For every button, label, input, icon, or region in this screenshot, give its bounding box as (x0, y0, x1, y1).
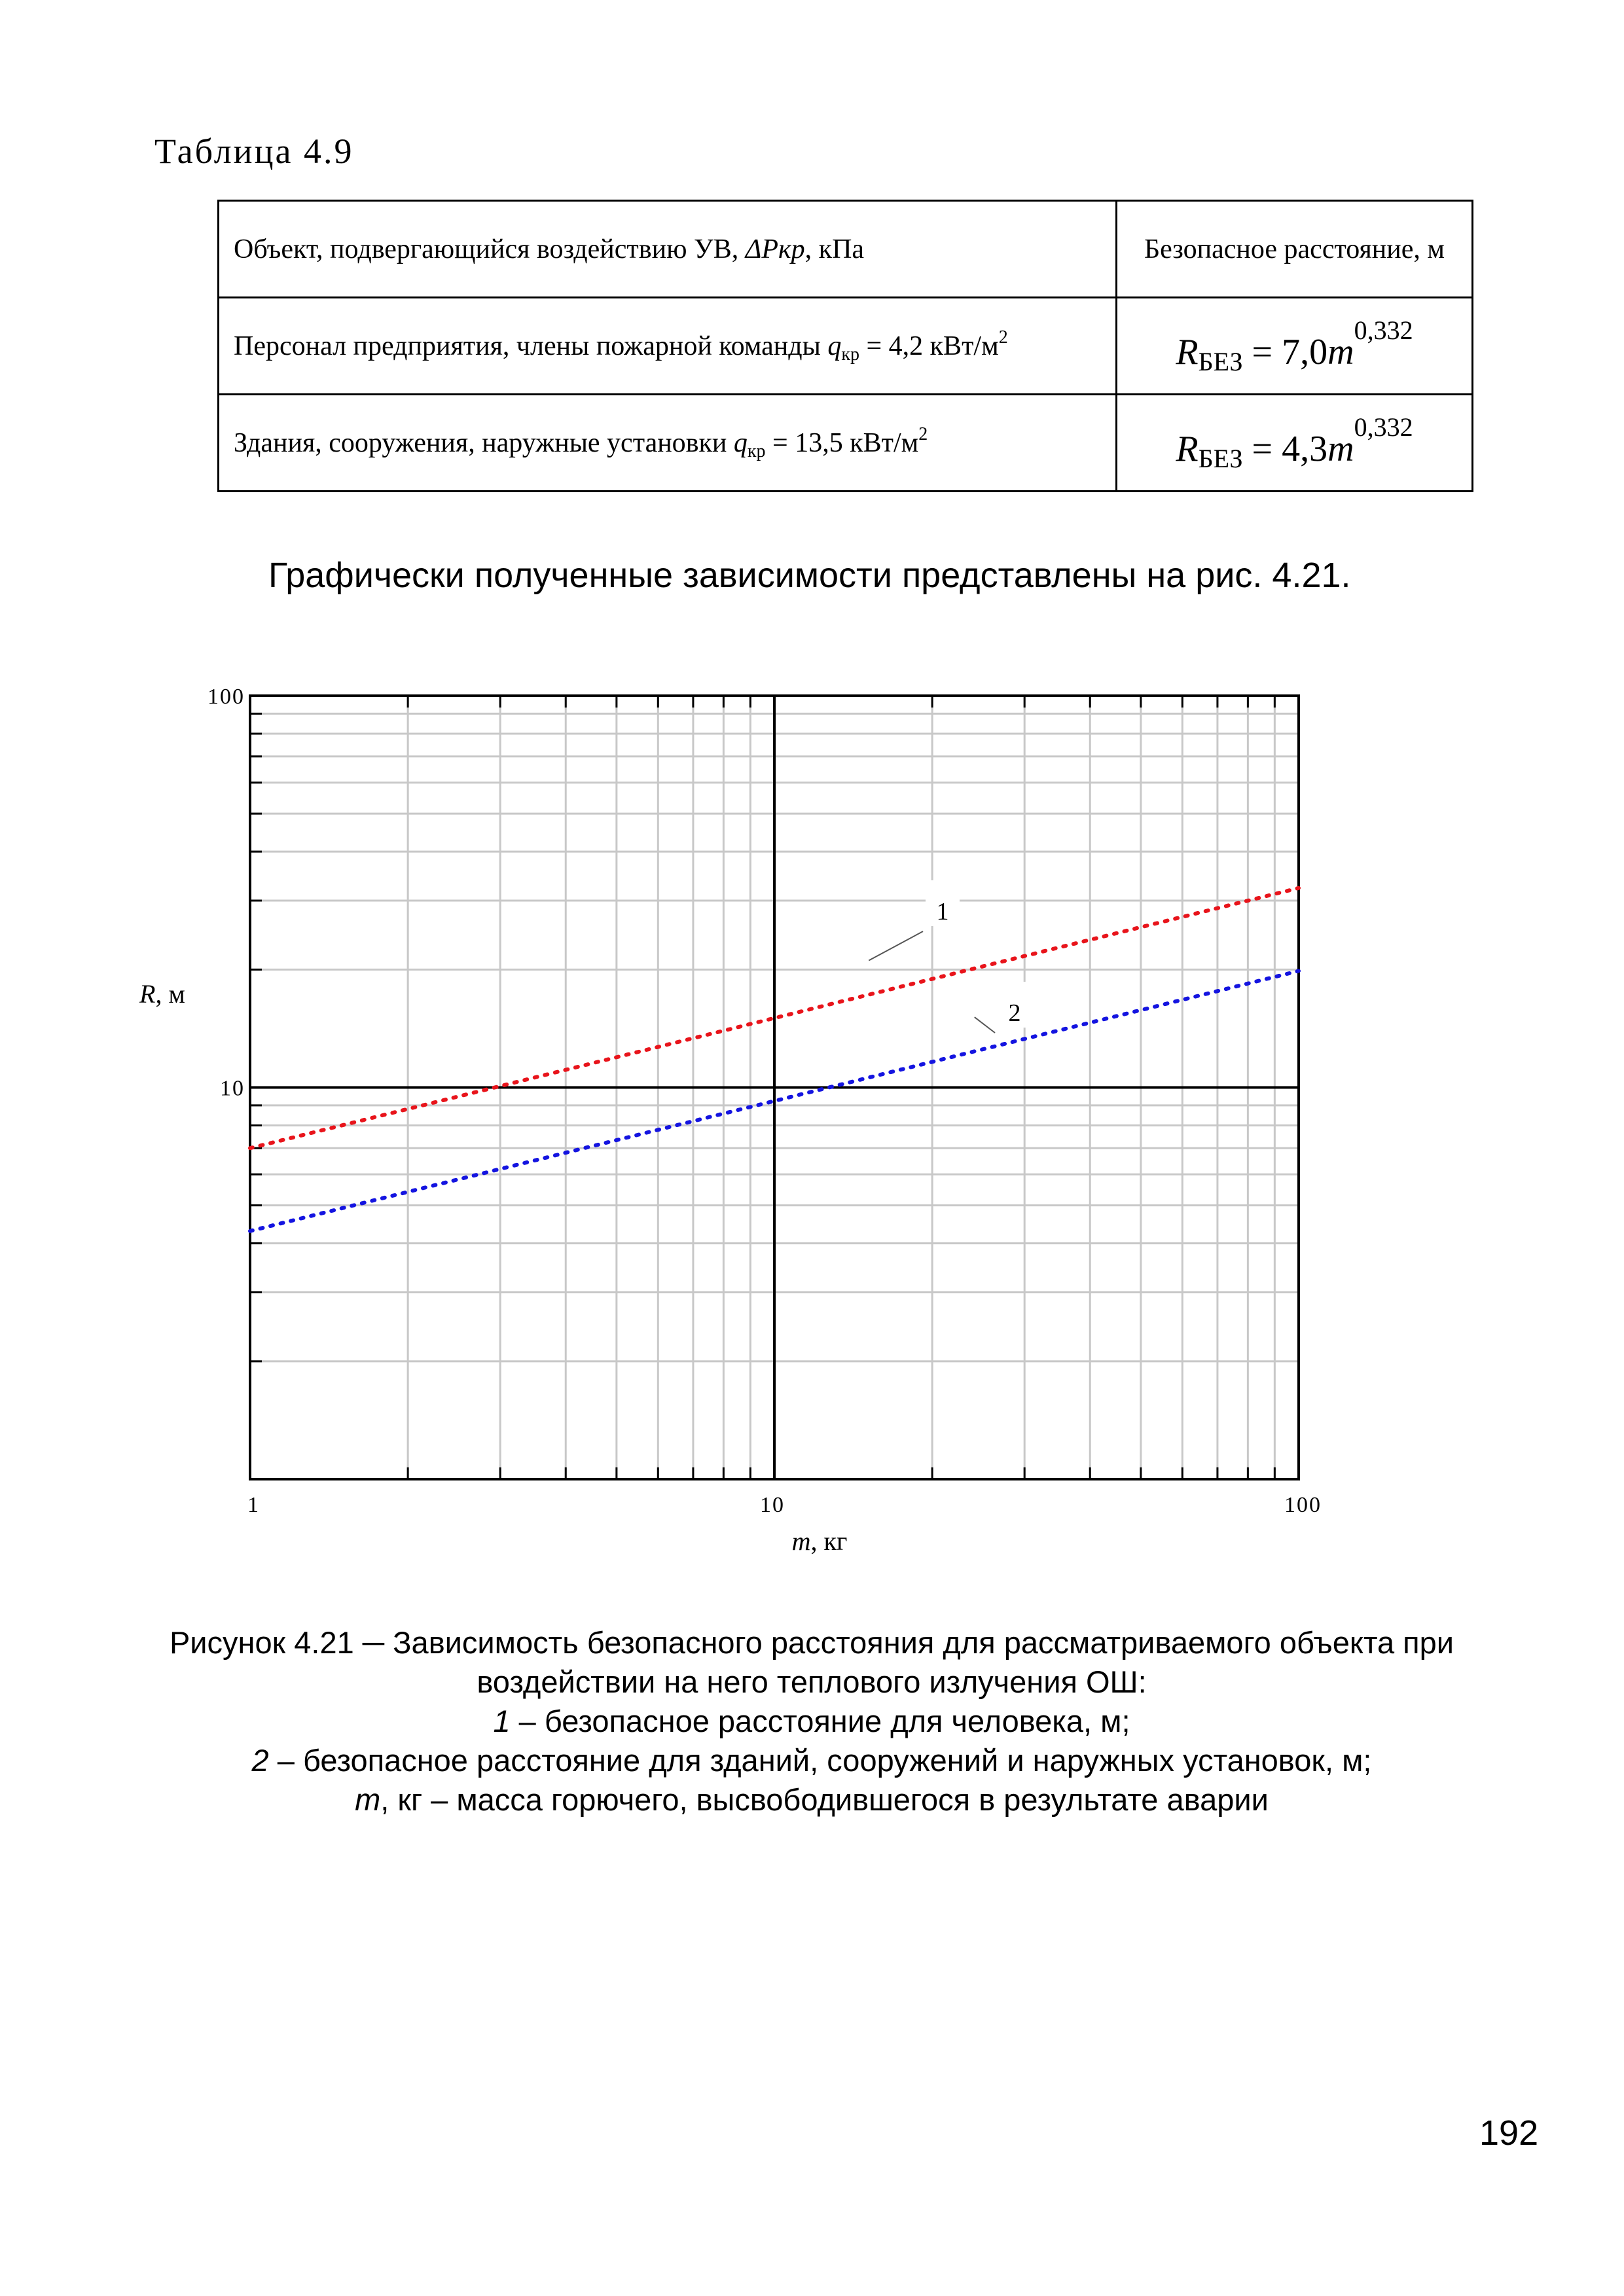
x-tick-label: 10 (760, 1493, 785, 1517)
series-label-1: 1 (936, 898, 949, 925)
x-tick-label: 100 (1284, 1493, 1322, 1517)
leader-line (869, 931, 923, 960)
caption-line: m, кг – масса горючего, высвободившегося в результате аварии (355, 1782, 1269, 1817)
x-axis-label: m, кг (791, 1526, 848, 1556)
object-cell: Здания, сооружения, наружные установки qкр = 13,5 кВт/$м^2$ (219, 395, 1117, 492)
object-cell: Персонал предприятия, члены пожарной команды qкр = 4,2 кВт/$м^2$ (219, 298, 1117, 395)
caption-line: Рисунок 4.21 ─ Зависимость безопасного расстояния для рассматриваемого объекта при (169, 1625, 1454, 1660)
leader-line (975, 1017, 995, 1033)
caption-line: воздействии на него теплового излучения ОШ: (477, 1664, 1147, 1699)
table-caption: Таблица 4.9 (154, 132, 354, 171)
safe-distance-formula: $R_{БЕЗ} = 7,0m^{0,332}$ (1176, 315, 1413, 376)
header-object: Объект, подвергающийся воздействию УВ, ΔPкр, кПа (219, 201, 1117, 298)
y-tick-label: 10 (220, 1076, 245, 1101)
x-tick-label: 1 (247, 1493, 260, 1517)
y-axis-label: R, м (139, 979, 185, 1009)
chart-annotations (869, 880, 1032, 1033)
y-tick-label: 100 (208, 685, 245, 709)
series-label-2: 2 (1008, 999, 1021, 1027)
figure-caption (157, 1623, 1466, 1820)
intro-paragraph: Графически полученные зависимости представлены на рис. 4.21. (268, 556, 1351, 595)
caption-line: 2 – безопасное расстояние для зданий, сооружений и наружных установок, м; (251, 1743, 1372, 1778)
caption-line: 1 – безопасное расстояние для человека, м; (493, 1704, 1130, 1738)
page-number: 192 (1479, 2113, 1539, 2153)
safe-distance-formula: $R_{БЕЗ} = 4,3m^{0,332}$ (1176, 412, 1413, 473)
header-safe-distance: Безопасное расстояние, м (1117, 201, 1473, 298)
